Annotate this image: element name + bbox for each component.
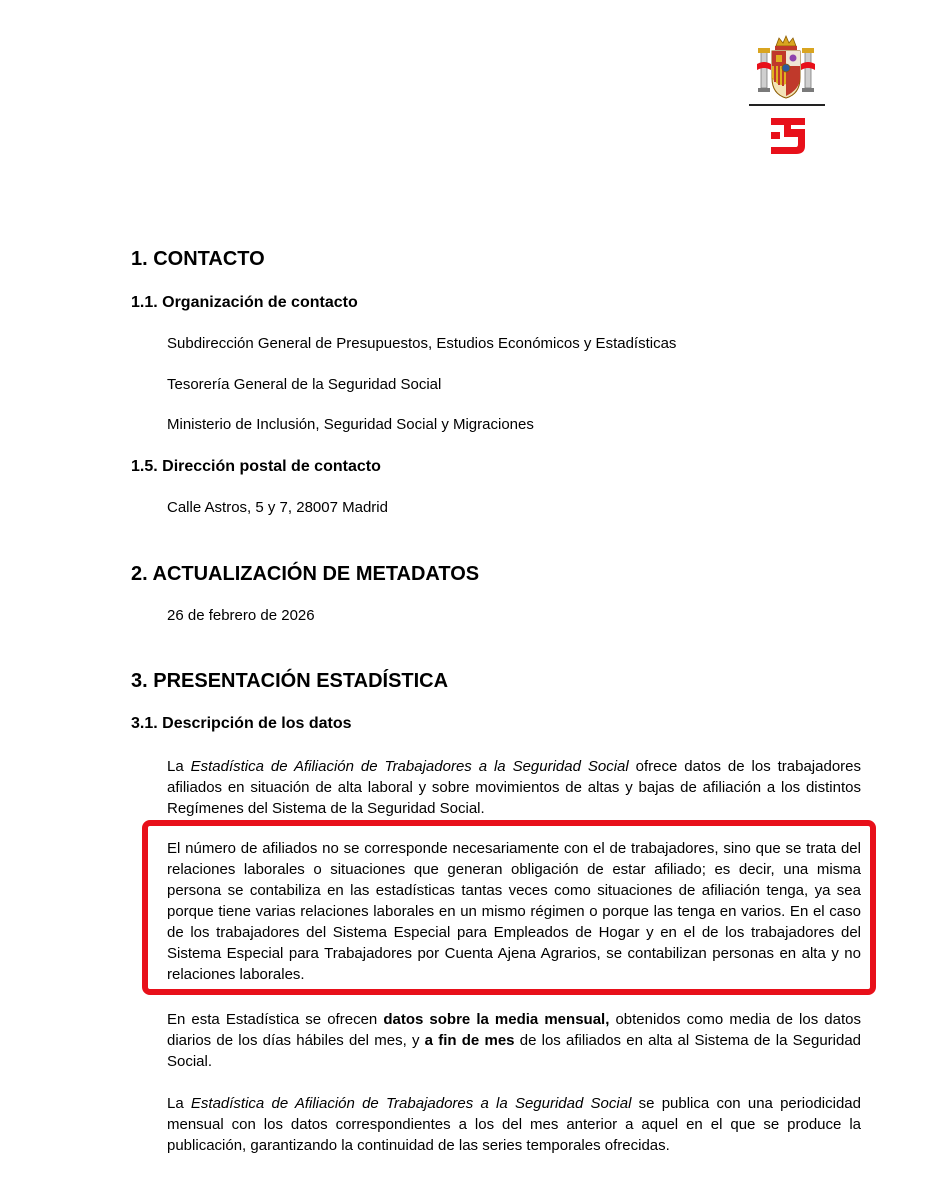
text-run: se publica con una periodicidad mensual con los datos correspondientes a los del mes anterior a aquel en el que se produce la publicación, garantizando la continuidad de las series temporales ofrecidas.	[167, 1095, 861, 1154]
org-line: Subdirección General de Presupuestos, Estudios Económicos y Estadísticas	[167, 335, 677, 352]
section-heading-presentacion: 3. PRESENTACIÓN ESTADÍSTICA	[131, 670, 449, 692]
text-run: obtenidos como media de los datos diarios de los días hábiles del mes, y	[167, 1011, 861, 1049]
section-heading-actualizacion: 2. ACTUALIZACIÓN DE METADATOS	[131, 563, 480, 585]
org-line: Tesorería General de la Seguridad Social	[167, 376, 442, 393]
subsection-heading-direccion: 1.5. Dirección postal de contacto	[131, 458, 381, 475]
org-line: Ministerio de Inclusión, Seguridad Social y Migraciones	[167, 416, 534, 433]
section-heading-contacto: 1. CONTACTO	[131, 248, 265, 270]
text-run: La	[167, 758, 191, 775]
postal-address: Calle Astros, 5 y 7, 28007 Madrid	[167, 499, 388, 516]
paragraph-monthly-data	[167, 1009, 861, 1072]
paragraph-description	[167, 756, 861, 819]
paragraph-publication	[167, 1093, 861, 1156]
statistic-name: Estadística de Afiliación de Trabajadores a la Seguridad Social	[190, 758, 629, 775]
emphasis-text: a fin de mes	[424, 1032, 515, 1049]
text-run: de los afiliados en alta al Sistema de la Seguridad Social.	[167, 1032, 862, 1070]
statistic-name: Estadística de Afiliación de Trabajadores a la Seguridad Social	[190, 1095, 632, 1112]
subsection-heading-descripcion: 3.1. Descripción de los datos	[131, 715, 352, 732]
text-run: ofrece datos de los trabajadores afiliados en situación de alta laboral y sobre movimientos de altas y bajas de afiliación a los distintos Regímenes del Sistema de la Seguridad Social.	[167, 758, 862, 817]
metadata-update-date: 26 de febrero de 2026	[167, 607, 315, 624]
text-run: En esta Estadística se ofrecen	[167, 1011, 384, 1028]
emphasis-text: datos sobre la media mensual,	[383, 1011, 610, 1028]
paragraph-affiliates-note: El número de afiliados no se corresponde necesariamente con el de trabajadores, sino que se trata del relaciones laborales o situaciones que generan obligación de estar afiliado; es decir, una misma persona se contabiliza en las estadísticas tantas veces como situaciones de afiliación tenga, ya sea porque tiene varias relaciones laborales en un mismo régimen o porque las tenga en varios. En el caso de los trabajadores del Sistema Especial para Empleados de Hogar y en el de los trabajadores del Sistema Especial para Trabajadores por Cuenta Ajena Agrarios, se contabilizan personas en alta y no relaciones laborales.	[167, 840, 861, 983]
subsection-heading-organizacion: 1.1. Organización de contacto	[131, 294, 358, 311]
text-run: La	[167, 1095, 191, 1112]
